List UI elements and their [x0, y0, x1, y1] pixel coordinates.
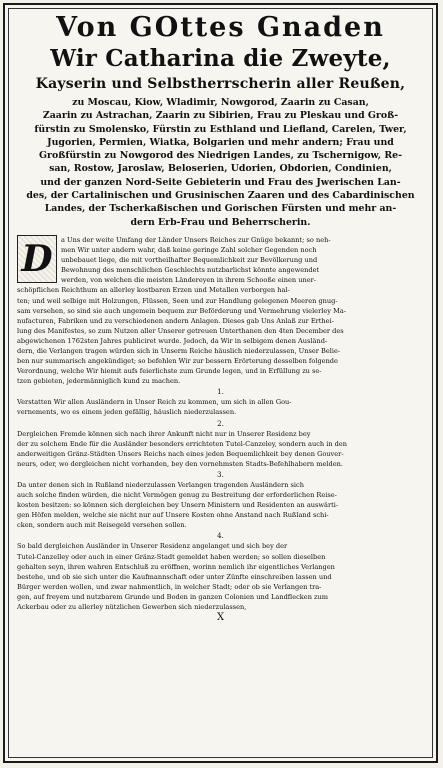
section-2 — [17, 429, 424, 469]
intro-line: unbebauet liege, die mit vortheilhafter Bequemlichkeit zur Bevölkerung und — [61, 256, 318, 265]
title-line: san, Rostow, Jaroslaw, Beloserien, Udorien, Obdorien, Condinien, — [49, 163, 392, 175]
section-line: Verstatten Wir allen Ausländern in Unser Reich zu kommen, um sich in allen Gou- — [17, 398, 292, 407]
title-line: Landes, der Tscherkaßischen und Gorischen Fürsten und mehr an- — [44, 203, 397, 215]
section-line: Tutel-Canzelley oder auch in einer Gränz-Stadt gemeldet haben werden; so sollen dieselben — [17, 552, 326, 561]
heading-empress: Kayserin und Selbstherrscherin aller Reußen, — [35, 76, 406, 92]
title-line: dern Erb-Frau und Beherrscherin. — [130, 216, 311, 228]
section-line: neurs, oder, wo dergleichen nicht vorhanden, bey den vornehmsten Stadts-Befehlhabern melden. — [17, 459, 343, 468]
section-number: 2. — [217, 419, 224, 428]
decorated-initial: D — [17, 235, 57, 283]
intro-paragraph — [17, 235, 424, 386]
intro-line: Bewohnung des menschlichen Geschlechts nutzbarlichst könnte angewendet — [61, 266, 320, 275]
title-line: zu Moscau, Kiow, Wladimir, Nowgorod, Zaarin zu Casan, — [72, 97, 369, 108]
section-line: Ackerbau oder zu allerley nützlichen Gewerben sich niederzulassen, — [17, 602, 247, 611]
section-line: gehalten seyn, ihren wahren Entschluß zu eröffnen, worinn nemlich ihr eigentliches Verlangen — [17, 562, 335, 571]
section-line: kosten besitzen: so können sich dergleichen bey Unsern Ministern und Residenten an auswärti- — [17, 501, 339, 510]
intro-line: nufacturen, Fabriken und zu verschiedenen andern Anlagen. Dieses gab Uns Anlaß zur Erthei- — [17, 316, 334, 325]
section-number: 1. — [217, 388, 224, 397]
manifesto-sheet — [3, 3, 438, 763]
titles-block — [17, 96, 424, 229]
intro-line: Verordnung, welche Wir hiemit aufs feierlichste zum Grunde legen, und in Erfüllung zu se- — [17, 367, 322, 376]
intro-line: sam versehen, so sind sie auch ungemein bequem zur Beförderung und Vermehrung vielerley Ma- — [17, 306, 346, 315]
section-3 — [17, 480, 424, 530]
intro-line: lung des Manifestes, so zum Nutzen aller Unserer getreuen Unterthanen den 4ten December des — [17, 326, 344, 335]
section-line: gen Höfen melden, welche sie nicht nur auf Unsere Kosten ohne Anstand nach Rußland schi- — [17, 511, 329, 520]
title-line: Jugorien, Permien, Wiatka, Bolgarien und mehr andern; Frau und — [47, 136, 394, 148]
section-line: Dergleichen Fremde können sich nach ihrer Ankunft nicht nur in Unserer Residenz bey — [17, 429, 311, 438]
title-line: Großfürstin zu Nowgorod des Niedrigen Landes, zu Tschernigow, Re- — [39, 150, 402, 162]
section-line: anderweitigen Gränz-Städten Unsers Reichs nach eines jeden Bequemlichkeit bey denen Gouver- — [17, 449, 344, 458]
intro-line: werden, von welchen die meisten Ländereyen in ihrem Schooße einen uner- — [61, 276, 316, 285]
heading-catherine: Wir Catharina die Zweyte, — [50, 45, 391, 72]
title-line: des, der Cartalinischen und Grusinischen Zaaren und des Cabardinischen — [26, 190, 415, 202]
intro-line: a Uns der weite Umfang der Länder Unsers Reiches zur Gnüge bekannt; so neh- — [61, 235, 331, 244]
intro-line: dern, die Verlangen tragen würden sich in Unserm Reiche häuslich niederzulassen, Unser Belie- — [17, 347, 341, 355]
heading-by-grace-of-god: Von GOttes Gnaden — [56, 12, 385, 43]
intro-line: abgewichenen 1762sten Jahres publiciret wurde. Jedoch, da Wir in selbigem denen Ausländ- — [17, 336, 328, 345]
closing-mark: X — [216, 612, 225, 624]
section-line: auch solche finden würden, die nicht Vermögen genug zu Bestreitung der erforderlichen Reise- — [17, 491, 337, 500]
intro-line: ten; und weil selbige mit Holzungen, Flüssen, Seen und zur Handlung gelegenen Meeren gnug- — [17, 296, 338, 305]
section-line: So bald dergleichen Ausländer in Unserer Residenz angelanget und sich bey der — [17, 542, 288, 551]
section-line: bestehe, und ob sie sich unter die Kaufmannschaft oder unter Zünfte einschreiben lassen und — [17, 572, 332, 581]
section-number: 4. — [217, 532, 224, 541]
section-line: Da unter denen sich in Rußland niederzulassen Verlangen tragenden Ausländern sich — [17, 480, 304, 489]
intro-line: ben nur summarisch angekündiget; so befehlen Wir zur bessern Erörterung desselben folgende — [17, 357, 338, 366]
section-4 — [17, 541, 424, 612]
intro-line: tzen gebieten, jedermänniglich kund zu machen. — [17, 377, 181, 386]
section-1 — [17, 397, 424, 417]
intro-line: schöpflichen Reichthum an allerley kostbaren Erzen und Metallen verborgen hal- — [17, 286, 290, 295]
section-line: cken, sondern auch mit Reisegeld versehen sollen. — [17, 521, 187, 530]
title-line: fürstin zu Smolensko, Fürstin zu Esthland und Liefland, Carelen, Twer, — [34, 123, 407, 135]
section-line: gen, auf freyem und nutzbarem Grunde und Boden in ganzen Colonien und Landflecken zum — [17, 592, 329, 601]
section-line: der zu solchem Ende für die Ausländer besonders errichteten Tutel-Canzeley, sondern auch in den — [17, 439, 348, 448]
section-number: 3. — [217, 470, 224, 479]
intro-line: men Wir unter andern wahr, daß keine geringe Zahl solcher Gegenden noch — [61, 246, 317, 255]
title-line: und der ganzen Nord-Seite Gebieterin und Frau des Jwerischen Lan- — [40, 176, 401, 188]
title-line: Zaarin zu Astrachan, Zaarin zu Sibirien, Frau zu Pleskau und Groß- — [42, 110, 399, 122]
section-line: Bürger werden wollen, und zwar nahmentlich, in welcher Stadt; oder ob sie Verlangen tra- — [17, 582, 322, 591]
section-line: vernements, wo es einem jeden gefällig, häuslich niederzulassen. — [17, 408, 237, 417]
